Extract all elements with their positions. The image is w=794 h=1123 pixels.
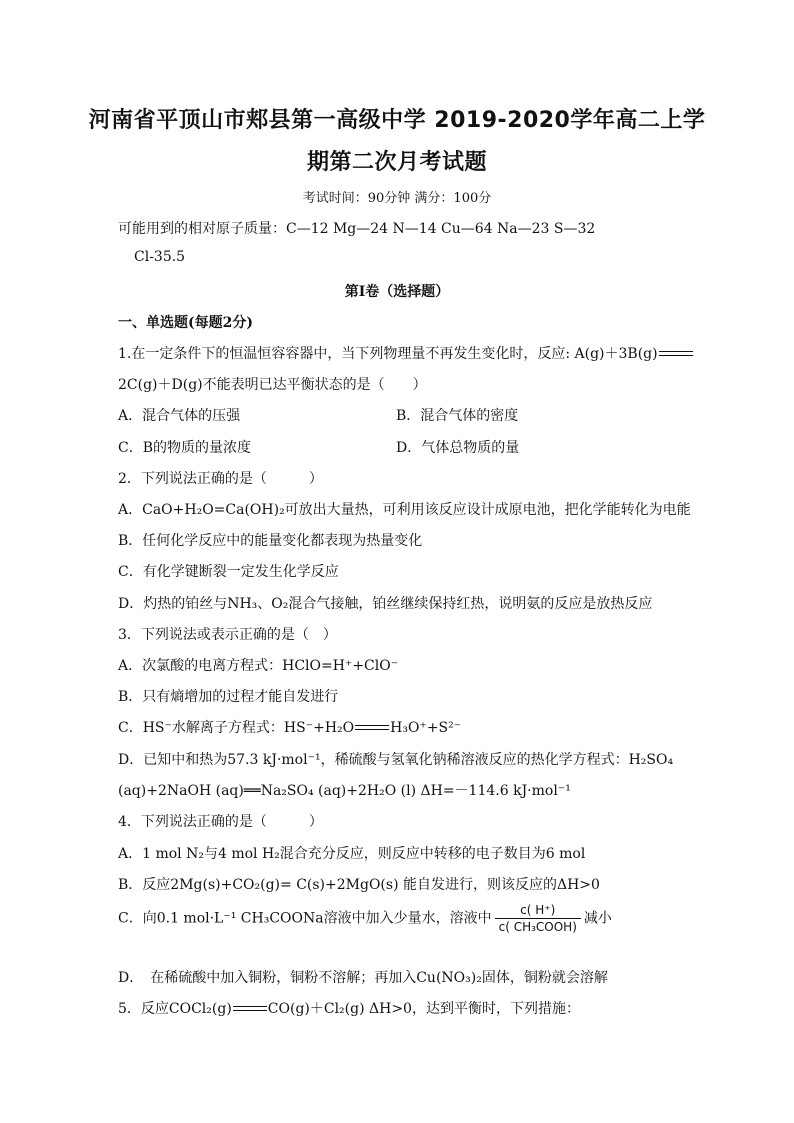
q5-stem (118, 998, 580, 1018)
q3-option-d-line-1: D．已知中和热为57.3 kJ·mol⁻¹，稀硫酸与氢氧化钠稀溶液反应的热化学方程式：H₂SO₄ (118, 752, 674, 768)
concentration-fraction (495, 903, 581, 934)
q4-stem: 4．下列说法正确的是（ ） (118, 814, 323, 830)
q4-option-c (118, 903, 612, 934)
q3-option-c (118, 717, 461, 737)
q3-option-c-text-a: C．HS⁻水解离子方程式：HS⁻+H₂O (118, 720, 355, 736)
title-line-2: 期第二次月考试题 (306, 150, 487, 175)
equilibrium-arrow-icon (355, 724, 389, 732)
section-title: 一、单选题(每题2分) (118, 315, 253, 331)
q3-option-b: B．只有熵增加的过程才能自发进行 (118, 689, 339, 705)
q1-option-c: C．B的物质的量浓度 (118, 440, 251, 456)
q3-option-a: A．次氯酸的电离方程式：HClO=H⁺+ClO⁻ (118, 658, 399, 674)
q2-stem: 2．下列说法正确的是（ ） (118, 471, 323, 487)
q1-option-a: A．混合气体的压强 (118, 408, 241, 424)
q4-option-b: B．反应2Mg(s)+CO₂(g)= C(s)+2MgO(s) 能自发进行，则该反应的ΔH>0 (118, 877, 600, 893)
q2-option-c: C．有化学键断裂一定发生化学反应 (118, 564, 339, 580)
q1-stem-line-1 (118, 343, 694, 363)
atomic-mass-line-1: 可能用到的相对原子质量：C—12 Mg—24 N—14 Cu—64 Na—23 S—32 (118, 221, 596, 237)
q1-option-b: B．混合气体的密度 (396, 408, 519, 424)
fraction-denominator: c( CH₃COOH) (498, 920, 577, 934)
q2-option-b: B．任何化学反应中的能量变化都表现为热量变化 (118, 533, 423, 549)
q4-option-c-text-a: C．向0.1 mol·L⁻¹ CH₃COONa溶液中加入少量水，溶液中 (118, 910, 492, 927)
q5-stem-text-a: 5．反应COCl₂(g) (118, 1001, 232, 1017)
q2-option-a: A．CaO+H₂O=Ca(OH)₂可放出大量热，可利用该反应设计成原电池，把化学能转化为电能 (118, 502, 691, 518)
q1-stem-text-a: 1.在一定条件下的恒温恒容容器中，当下列物理量不再发生变化时，反应: A(g)＋3B(g) (118, 346, 658, 362)
equilibrium-arrow-icon (659, 350, 693, 358)
q3-option-c-text-b: H₃O⁺+S²⁻ (390, 720, 462, 736)
q1-stem-line-2: 2C(g)＋D(g)不能表明已达平衡状态的是（ ） (118, 377, 427, 393)
q4-option-c-text-b: 减小 (583, 910, 612, 927)
q3-stem: 3．下列说法或表示正确的是（ ） (118, 627, 337, 643)
equilibrium-arrow-icon (233, 1005, 267, 1013)
fraction-bar (495, 918, 581, 919)
title-line-1: 河南省平顶山市郏县第一高级中学 2019-2020学年高二上学 (88, 108, 706, 133)
q1-option-d: D．气体总物质的量 (396, 440, 520, 456)
fraction-numerator: c( H⁺) (520, 903, 556, 917)
q5-stem-text-b: CO(g)＋Cl₂(g) ΔH>0，达到平衡时，下列措施： (267, 1001, 580, 1017)
exam-info: 考试时间：90分钟 满分：100分 (302, 191, 492, 206)
q2-option-d: D．灼热的铂丝与NH₃、O₂混合气接触，铂丝继续保持红热，说明氨的反应是放热反应 (118, 596, 653, 612)
q4-option-a: A．1 mol N₂与4 mol H₂混合充分反应，则反应中转移的电子数目为6 mol (118, 846, 586, 862)
part-title: 第Ⅰ卷（选择题） (344, 284, 450, 300)
q3-option-d-line-2: (aq)+2NaOH (aq)══Na₂SO₄ (aq)+2H₂O (l) ΔH=－114.6 kJ·mol⁻¹ (118, 783, 571, 799)
atomic-mass-line-2: Cl-35.5 (134, 249, 186, 265)
q4-option-d: D． 在稀硫酸中加入铜粉，铜粉不溶解；再加入Cu(NO₃)₂固体，铜粉就会溶解 (118, 970, 608, 986)
